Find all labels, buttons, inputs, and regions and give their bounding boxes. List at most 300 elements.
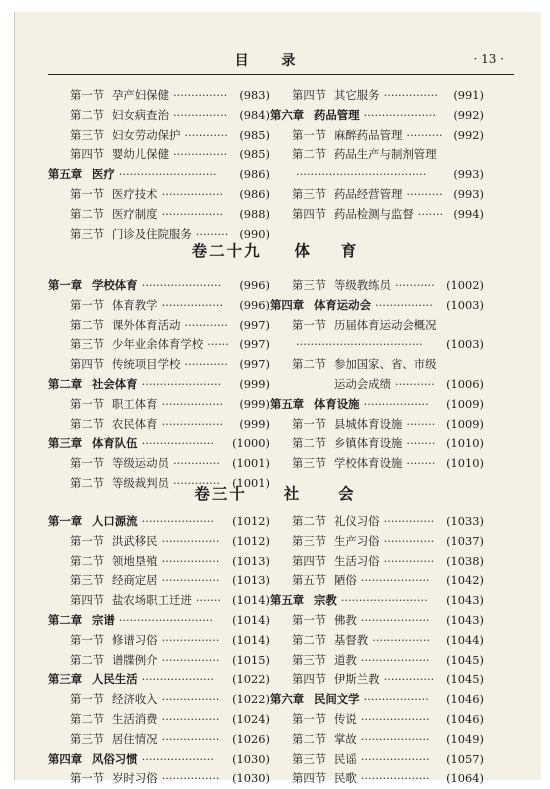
toc-entry-title: 风俗习惯 (92, 751, 138, 766)
toc-entry-number: 第一节 (70, 186, 105, 201)
toc-entry-label (334, 375, 391, 395)
toc-entry-title: 陋俗 (334, 573, 357, 588)
toc-entry-title: 县城体育设施 (334, 416, 403, 431)
toc-section-entry (270, 670, 484, 690)
toc-entry-label (270, 106, 360, 126)
toc-section-entry (270, 454, 484, 474)
toc-page-number: (999) (239, 396, 270, 411)
toc-entry-number: 第二节 (70, 317, 105, 332)
toc-chapter-entry (48, 276, 270, 296)
toc-page-number: (1001) (232, 475, 270, 490)
volume-heading-29 (0, 239, 550, 261)
toc-entry-title: 门诊及住院服务 (112, 226, 192, 241)
toc-entry-label (292, 611, 357, 631)
toc-entry-number: 第二节 (292, 731, 327, 746)
toc-entry-label (70, 454, 169, 474)
toc-section-entry (48, 185, 270, 205)
toc-column-top-right (270, 86, 484, 225)
toc-entry-number: 第二章 (48, 376, 83, 391)
dot-leader: ·············· (383, 514, 435, 528)
toc-entry-label (292, 126, 402, 146)
toc-entry-number: 第三节 (292, 186, 327, 201)
toc-entry-title: 谱牒例介 (112, 652, 158, 667)
toc-page-number: (986) (239, 186, 270, 201)
volume-number: 卷三十 (194, 484, 247, 503)
toc-chapter-entry (270, 690, 484, 710)
toc-page-number: (1006) (446, 376, 484, 391)
toc-entry-label (292, 205, 414, 225)
toc-entry-label (70, 335, 203, 355)
toc-section-entry (270, 631, 484, 651)
toc-entry-label (70, 205, 158, 225)
toc-entry-number: 第一节 (292, 127, 327, 142)
toc-section-entry (48, 415, 270, 435)
toc-section-entry (48, 106, 270, 126)
toc-entry-number: 第二节 (70, 416, 105, 431)
toc-entry-title: 体育队伍 (92, 436, 138, 451)
toc-entry-number: 第一节 (292, 711, 327, 726)
toc-page-number: (999) (239, 376, 270, 391)
dot-leader: ················ (161, 632, 220, 647)
toc-page-number: (997) (239, 357, 270, 372)
dot-leader: ··················· (360, 573, 430, 588)
toc-section-entry (270, 86, 484, 106)
dot-leader: ········ (406, 436, 436, 451)
toc-section-entry (48, 730, 270, 750)
dot-leader: ··············· (172, 147, 228, 162)
toc-page-number: (1037) (446, 533, 484, 548)
toc-chapter-entry (270, 106, 484, 126)
dot-leader: ························ (340, 593, 428, 608)
toc-entry-label (70, 690, 158, 710)
dot-leader: ············ (184, 317, 228, 332)
toc-section-entry (270, 710, 484, 730)
toc-section-entry (270, 651, 484, 671)
toc-entry-label (70, 769, 158, 789)
dot-leader: ················ (161, 771, 220, 786)
toc-section-entry (48, 571, 270, 591)
toc-entry-title: 医疗技术 (112, 186, 158, 201)
dot-leader: ······· (417, 206, 444, 221)
toc-entry-number: 第二节 (70, 475, 105, 490)
toc-entry-label (70, 710, 158, 730)
toc-section-entry (270, 571, 484, 591)
toc-page-number: (993) (453, 167, 484, 182)
toc-entry-number: 第一节 (70, 533, 105, 548)
toc-section-entry (270, 434, 484, 454)
toc-section-entry (270, 355, 484, 375)
toc-page-number: (996) (239, 297, 270, 312)
toc-entry-label (292, 512, 380, 532)
dot-leader: ················ (372, 632, 431, 647)
toc-entry-title: 传说 (334, 711, 357, 726)
toc-page-number: (1030) (232, 771, 270, 786)
toc-entry-number: 第一节 (292, 317, 327, 332)
volume-number: 卷二十九 (191, 241, 262, 260)
toc-entry-number: 第三章 (48, 436, 83, 451)
toc-entry-number: 第二节 (70, 652, 105, 667)
toc-entry-label (48, 512, 138, 532)
toc-entry-number: 第一章 (48, 278, 83, 292)
toc-page-number: (985) (239, 147, 270, 162)
toc-entry-label (70, 552, 158, 572)
toc-entry-title: 运动会成绩 (334, 376, 391, 391)
toc-entry-number: 第四章 (270, 297, 305, 312)
toc-section-entry (48, 145, 270, 165)
toc-entry-label (292, 750, 357, 770)
toc-entry-title: 职工体育 (112, 396, 158, 411)
toc-page-number: (1022) (232, 672, 270, 687)
dot-leader: ············· (172, 456, 221, 471)
toc-entry-title: 体育设施 (314, 396, 360, 411)
toc-section-entry (48, 690, 270, 710)
toc-section-entry (270, 145, 484, 165)
toc-section-entry (270, 611, 484, 631)
toc-entry-title: 修谱习俗 (112, 632, 158, 647)
dot-leader: ···················· (141, 436, 214, 451)
toc-entry-title: 妇女病查治 (112, 107, 169, 122)
dot-leader: ················ (161, 692, 220, 707)
toc-page-number: (1044) (446, 632, 484, 647)
toc-section-entry (48, 631, 270, 651)
toc-page-number: (1012) (232, 533, 270, 548)
toc-entry-title: 洪武移民 (112, 533, 158, 548)
toc-entry-label (70, 145, 169, 165)
dot-leader: ················· (161, 206, 224, 221)
toc-section-entry (270, 730, 484, 750)
toc-entry-label (70, 126, 180, 146)
toc-entry-number: 第三节 (70, 573, 105, 588)
toc-entry-title: 宗教 (314, 593, 337, 608)
toc-entry-number: 第五章 (270, 593, 305, 608)
toc-section-entry (270, 750, 484, 770)
toc-page-number: (996) (239, 278, 270, 292)
toc-entry-label (292, 415, 402, 435)
toc-entry-label (70, 316, 180, 336)
toc-page-number: (1001) (232, 456, 270, 471)
toc-entry-title: 生产习俗 (334, 533, 380, 548)
toc-entry-label (292, 769, 357, 789)
toc-page-number: (1014) (232, 612, 270, 627)
toc-entry-number: 第四章 (48, 751, 83, 766)
toc-entry-number: 第五节 (292, 573, 327, 588)
toc-chapter-entry (48, 434, 270, 454)
dot-leader: ············ (184, 127, 228, 142)
toc-page-number: (1038) (446, 553, 484, 568)
toc-page-number: (1026) (232, 731, 270, 746)
toc-entry-title: 民谣 (334, 751, 357, 766)
toc-entry-number: 第四节 (292, 771, 327, 786)
toc-entry-label (292, 670, 380, 690)
dot-leader: ·············· (383, 533, 435, 548)
toc-chapter-entry (48, 611, 270, 631)
toc-section-entry (48, 316, 270, 336)
toc-page-number: (1015) (232, 652, 270, 667)
dot-leader: ···················· (363, 107, 436, 122)
header-rule (48, 74, 514, 75)
dot-leader: ················ (161, 711, 220, 726)
toc-entry-number: 第二节 (70, 206, 105, 221)
dot-leader: ··························· (118, 167, 217, 182)
toc-entry-title: 经商定居 (112, 573, 158, 588)
dot-leader: ········ (406, 456, 436, 471)
toc-page-number: (1049) (446, 731, 484, 746)
toc-entry-number: 第三节 (70, 226, 105, 241)
dot-leader: ··········· (394, 376, 435, 391)
toc-entry-label (292, 86, 380, 106)
toc-section-entry (270, 335, 484, 355)
toc-entry-label (270, 591, 337, 611)
toc-page-number: (992) (453, 127, 484, 142)
toc-entry-number: 第二节 (292, 632, 327, 647)
toc-entry-number: 第四节 (70, 357, 105, 372)
toc-entry-title: 历届体育运动会概况 (334, 317, 437, 332)
dot-leader: ·············· (383, 553, 435, 568)
toc-entry-number: 第一节 (292, 612, 327, 627)
toc-entry-title: 学校体育 (92, 278, 138, 292)
toc-entry-label (48, 375, 138, 395)
dot-leader: ················· (161, 297, 224, 312)
toc-entry-number: 第四节 (292, 206, 327, 221)
toc-page-number: (1000) (232, 436, 270, 451)
toc-entry-title: 等级裁判员 (112, 475, 169, 490)
toc-entry-title: 生活消费 (112, 711, 158, 726)
toc-entry-number: 第三节 (70, 731, 105, 746)
toc-entry-title: 麻醉药品管理 (334, 127, 403, 142)
dot-leader: ······· (195, 593, 222, 608)
toc-entry-title: 药品经营管理 (334, 186, 403, 201)
toc-entry-number: 第二节 (70, 711, 105, 726)
toc-entry-label (70, 185, 158, 205)
toc-section-entry (270, 185, 484, 205)
toc-entry-number: 第三节 (292, 533, 327, 548)
toc-page-number: (1042) (446, 573, 484, 588)
page-header (34, 48, 510, 70)
toc-entry-title: 少年业余体育学校 (112, 337, 204, 352)
toc-entry-number: 第二节 (292, 147, 327, 162)
toc-page-number: (997) (239, 317, 270, 332)
dot-leader: ········· (195, 226, 229, 241)
toc-entry-label (292, 552, 380, 572)
dot-leader: ·················· (363, 692, 429, 707)
toc-page-number: (1012) (232, 514, 270, 528)
toc-section-entry (48, 710, 270, 730)
toc-page-number: (993) (453, 186, 484, 201)
toc-section-entry (270, 552, 484, 572)
dot-leader: ················· (161, 416, 224, 431)
volume-name-char: 社 (283, 484, 302, 503)
toc-entry-label (70, 532, 158, 552)
toc-entry-label (292, 730, 357, 750)
toc-entry-label (292, 316, 437, 336)
toc-page-number: (1014) (232, 593, 270, 608)
toc-entry-number: 第一节 (70, 297, 105, 312)
toc-entry-number: 第五章 (48, 167, 83, 182)
toc-entry-label (292, 145, 437, 165)
toc-entry-label (70, 571, 158, 591)
toc-section-entry (270, 375, 484, 395)
toc-entry-title: 其它服务 (334, 88, 380, 102)
toc-page-number: (992) (453, 107, 484, 122)
toc-section-entry (48, 335, 270, 355)
toc-chapter-entry (270, 395, 484, 415)
toc-section-entry (270, 415, 484, 435)
toc-entry-title: 道教 (334, 652, 357, 667)
dot-leader: ··················· (360, 731, 430, 746)
toc-entry-label (48, 611, 115, 631)
toc-page-number: (1002) (446, 278, 484, 292)
toc-section-entry (270, 512, 484, 532)
toc-entry-number: 第三节 (70, 337, 105, 352)
toc-section-entry (48, 454, 270, 474)
dot-leader: ··············· (172, 107, 228, 122)
toc-page-number: (1009) (446, 416, 484, 431)
toc-entry-label (70, 730, 158, 750)
toc-entry-label (48, 670, 138, 690)
toc-entry-title: 孕产妇保健 (112, 88, 169, 102)
toc-entry-number: 第三章 (48, 672, 83, 687)
volume-name-char: 会 (338, 484, 356, 503)
toc-page-number: (1014) (232, 632, 270, 647)
toc-entry-label (292, 651, 357, 671)
toc-entry-label (270, 395, 360, 415)
toc-section-entry (48, 532, 270, 552)
toc-entry-title: 基督教 (334, 632, 369, 647)
toc-page-number: (1003) (446, 297, 484, 312)
toc-page-number: (1045) (446, 672, 484, 687)
dot-leader: ···················· (141, 514, 214, 528)
toc-entry-title: 等级教练员 (334, 278, 391, 292)
dot-leader: ··············· (172, 88, 228, 102)
toc-page-number: (985) (239, 127, 270, 142)
dot-leader: ················ (161, 573, 220, 588)
toc-page-number: (1013) (232, 553, 270, 568)
toc-entry-number: 第二节 (292, 514, 327, 528)
toc-page-number: (1057) (446, 751, 484, 766)
dot-leader: ·············· (383, 672, 435, 687)
toc-entry-title: 民歌 (334, 771, 357, 786)
toc-entry-number: 第四节 (292, 88, 327, 102)
toc-section-entry (48, 205, 270, 225)
toc-chapter-entry (48, 512, 270, 532)
toc-page-number: (1010) (446, 456, 484, 471)
toc-section-entry (270, 316, 484, 336)
dot-leader: ··················· (360, 771, 430, 786)
toc-entry-number: 第一节 (70, 771, 105, 786)
toc-entry-number: 第三节 (292, 751, 327, 766)
toc-entry-number: 第五章 (270, 396, 305, 411)
toc-section-entry (48, 86, 270, 106)
toc-entry-label (270, 690, 360, 710)
toc-page-number: (1013) (232, 573, 270, 588)
toc-section-entry (270, 769, 484, 789)
toc-entry-number: 第四节 (292, 553, 327, 568)
toc-entry-title: 经济收入 (112, 692, 158, 707)
dot-leader: ················· (161, 396, 224, 411)
toc-entry-number: 第四节 (70, 593, 105, 608)
toc-entry-label (48, 276, 138, 296)
toc-entry-title: 妇女劳动保护 (112, 127, 181, 142)
toc-page-number: (1045) (446, 652, 484, 667)
toc-entry-label (292, 631, 368, 651)
volume-heading-30 (0, 482, 550, 504)
toc-page-number: (999) (239, 416, 270, 431)
toc-entry-title: 药品检测与监督 (334, 206, 414, 221)
toc-entry-number: 第二节 (70, 553, 105, 568)
toc-page-number: (1046) (446, 711, 484, 726)
toc-entry-title: 学校体育设施 (334, 456, 403, 471)
toc-entry-label (48, 165, 115, 185)
toc-entry-label (70, 106, 169, 126)
toc-entry-label (292, 355, 437, 375)
toc-entry-number: 第一节 (70, 692, 105, 707)
toc-page-number: (1009) (446, 396, 484, 411)
toc-page-number: (1010) (446, 436, 484, 451)
toc-entry-label (292, 710, 357, 730)
toc-entry-label (48, 750, 138, 770)
dot-leader: ················ (374, 297, 433, 312)
toc-page-number: (1024) (232, 711, 270, 726)
toc-page-number: (990) (239, 226, 270, 241)
volume-name-char: 体 (294, 241, 312, 260)
toc-entry-number: 第六章 (270, 107, 305, 122)
dot-leader: ············ (184, 357, 228, 372)
dot-leader: ··································· (296, 337, 423, 352)
toc-entry-number: 第一节 (70, 632, 105, 647)
toc-entry-title: 体育运动会 (314, 297, 371, 312)
toc-entry-title: 课外体育活动 (112, 317, 181, 332)
toc-page-number: (1046) (446, 692, 484, 707)
toc-entry-label (70, 591, 192, 611)
volume-name-char: 育 (340, 241, 359, 260)
toc-entry-title: 传统项目学校 (112, 357, 181, 372)
toc-page-number: (983) (239, 88, 270, 102)
dot-leader: ················ (161, 731, 220, 746)
toc-entry-title: 乡镇体育设施 (334, 436, 403, 451)
dot-leader: ··········· (394, 278, 435, 292)
toc-entry-label (70, 355, 180, 375)
toc-entry-number: 第四节 (292, 672, 327, 687)
toc-page-number: (1033) (446, 514, 484, 528)
toc-entry-number: 第三节 (70, 127, 105, 142)
toc-entry-label (70, 296, 158, 316)
dot-leader: ···················· (141, 672, 214, 687)
toc-column-top-left (48, 86, 270, 244)
toc-section-entry (48, 126, 270, 146)
toc-entry-title: 人民生活 (92, 672, 138, 687)
toc-entry-title: 领地垦殖 (112, 553, 158, 568)
toc-entry-number: 第三节 (292, 652, 327, 667)
toc-entry-number: 第二节 (292, 436, 327, 451)
toc-section-entry (270, 205, 484, 225)
toc-page-number: (988) (239, 206, 270, 221)
dot-leader: ···················· (141, 751, 214, 766)
toc-chapter-entry (48, 165, 270, 185)
toc-entry-title: 盐农场职工迁进 (112, 593, 192, 608)
toc-entry-number: 第三节 (292, 278, 327, 292)
toc-page-number: (1064) (446, 771, 484, 786)
toc-entry-title: 医疗制度 (112, 206, 158, 221)
toc-page-number: (991) (453, 88, 484, 102)
toc-column-bottom-left (48, 512, 270, 789)
toc-entry-title: 药品管理 (314, 107, 360, 122)
toc-page-number: (994) (453, 206, 484, 221)
toc-page-number: (1022) (232, 692, 270, 707)
toc-section-entry (270, 126, 484, 146)
toc-entry-number: 第二章 (48, 612, 83, 627)
toc-entry-label (292, 276, 391, 296)
toc-entry-number: 第三节 (292, 456, 327, 471)
